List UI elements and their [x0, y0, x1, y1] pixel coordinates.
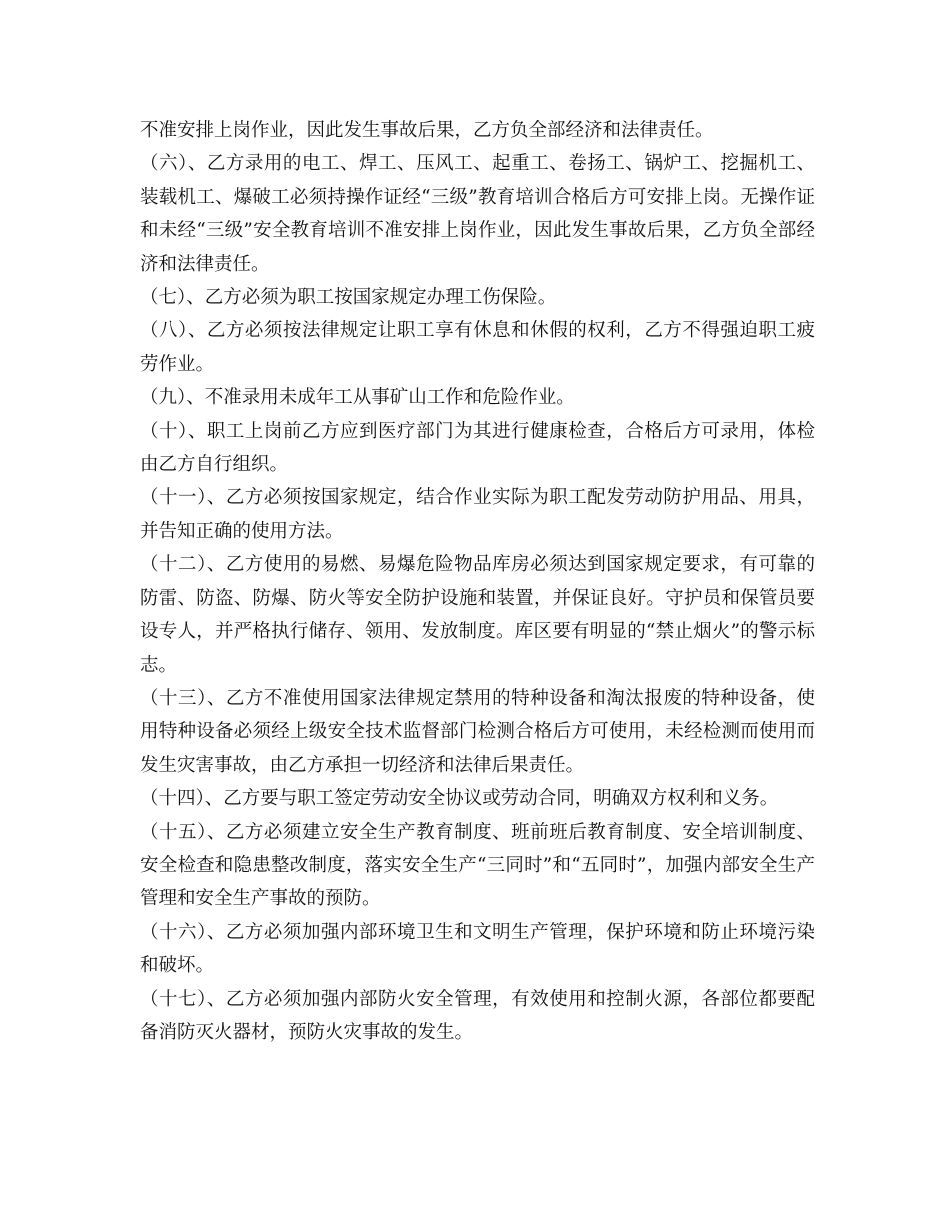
paragraph-clause-9: （九）、不准录用未成年工从事矿山工作和危险作业。	[140, 387, 575, 409]
paragraph-clause-10: （十）、职工上岗前乙方应到医疗部门为其进行健康检查，合格后方可录用，体检由乙方自行组织。	[140, 420, 815, 476]
paragraph-clause-11: （十一）、乙方必须按国家规定，结合作业实际为职工配发劳动防护用品、用具，并告知正确的使用方法。	[140, 487, 815, 542]
paragraph-continuation: 不准安排上岗作业，因此发生事故后果，乙方负全部经济和法律责任。	[140, 120, 714, 141]
paragraph-clause-7: （七）、乙方必须为职工按国家规定办理工伤保险。	[140, 287, 557, 309]
document-body	[140, 114, 815, 1049]
paragraph-clause-8: （八）、乙方必须按法律规定让职工享有休息和休假的权利，乙方不得强迫职工疲劳作业。	[140, 320, 815, 375]
paragraph-clause-13: （十三）、乙方不准使用国家法律规定禁用的特种设备和淘汰报废的特种设备，使用特种设备必须经上级安全技术监督部门检测合格后方可使用，未经检测而使用而发生灾害事故，由乙方承担一切经济和法律后果责任。	[140, 687, 815, 776]
paragraph-clause-15: （十五）、乙方必须建立安全生产教育制度、班前班后教育制度、安全培训制度、安全检查和隐患整改制度，落实安全生产“三同时”和“五同时”，加强内部安全生产管理和安全生产事故的预防。	[140, 821, 815, 910]
paragraph-clause-14: （十四）、乙方要与职工签定劳动安全协议或劳动合同，明确双方权利和义务。	[140, 788, 779, 810]
paragraph-clause-16: （十六）、乙方必须加强内部环境卫生和文明生产管理，保护环境和防止环境污染和破坏。	[140, 921, 815, 977]
paragraph-clause-17: （十七）、乙方必须加强内部防火安全管理，有效使用和控制火源，各部位都要配备消防灭火器材，预防火灾事故的发生。	[140, 988, 815, 1043]
paragraph-clause-6: （六）、乙方录用的电工、焊工、压风工、起重工、卷扬工、锅炉工、挖掘机工、装载机工、爆破工必须持操作证经“三级”教育培训合格后方可安排上岗。无操作证和未经“三级”安全教育培训不准安排上岗作业，因此发生事故后果，乙方负全部经济和法律责任。	[140, 153, 815, 275]
paragraph-clause-12: （十二）、乙方使用的易燃、易爆危险物品库房必须达到国家规定要求，有可靠的防雷、防盗、防爆、防火等安全防护设施和装置，并保证良好。守护员和保管员要设专人，并严格执行储存、领用、发放制度。库区要有明显的“禁止烟火”的警示标志。	[140, 554, 815, 676]
